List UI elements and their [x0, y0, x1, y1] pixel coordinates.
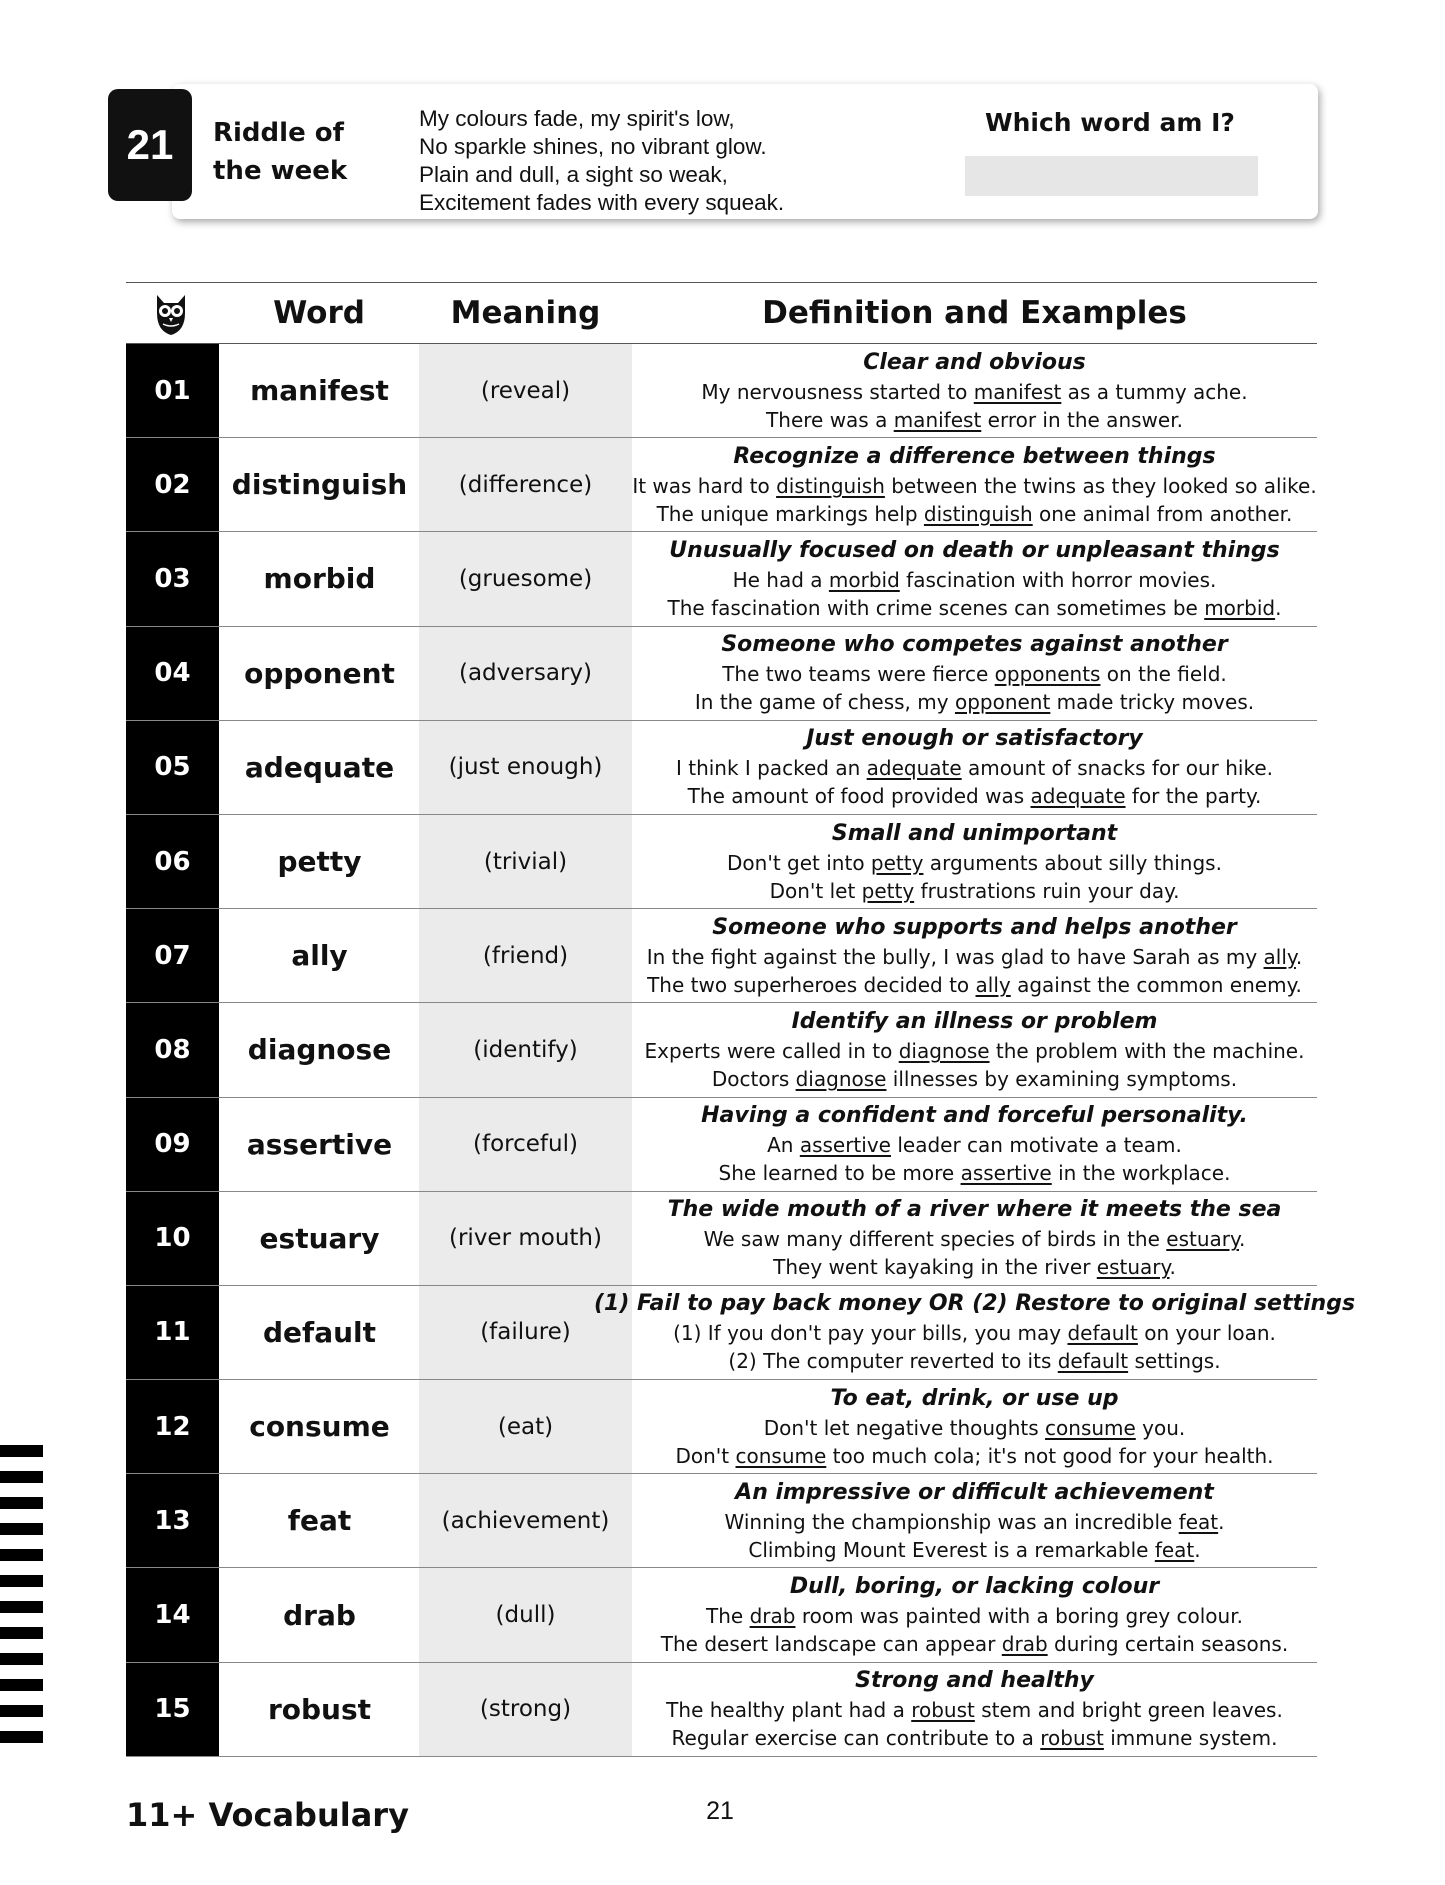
example-keyword: assertive — [799, 1133, 891, 1158]
definition-title: Having a confident and forceful personality. — [701, 1103, 1248, 1129]
definition-cell — [632, 1568, 1317, 1661]
example-sentence — [647, 971, 1302, 999]
meaning-cell: (difference) — [419, 438, 632, 531]
example-text-after: immune system. — [1103, 1726, 1278, 1751]
example-keyword: consume — [1045, 1415, 1136, 1440]
example-sentence — [688, 782, 1262, 810]
example-text-after: you. — [1135, 1415, 1186, 1440]
row-number: 06 — [126, 815, 219, 908]
riddle-label — [213, 114, 347, 190]
row-number: 01 — [126, 344, 219, 437]
example-keyword: ally — [975, 972, 1011, 997]
example-text-after: fascination with horror movies. — [899, 567, 1217, 592]
definition-title: Unusually focused on death or unpleasant things — [669, 537, 1280, 563]
table-row — [126, 1474, 1317, 1568]
definition-title: Small and unimportant — [831, 820, 1118, 846]
header-meaning: Meaning — [450, 295, 601, 331]
table-row — [126, 1098, 1317, 1192]
example-sentence — [733, 566, 1217, 594]
example-text-before: He had a — [732, 567, 829, 592]
definition-title: Recognize a difference between things — [733, 443, 1216, 469]
example-text-after: too much cola; it's not good for your health. — [826, 1443, 1274, 1468]
vocab-word-text: default — [262, 1315, 377, 1349]
example-sentence — [748, 1536, 1200, 1564]
table-row — [126, 1192, 1317, 1286]
meaning-cell: (just enough) — [419, 721, 632, 814]
row-number: 12 — [126, 1380, 219, 1473]
example-keyword: ally — [1263, 944, 1296, 969]
definition-cell — [632, 815, 1317, 908]
example-sentence — [657, 500, 1293, 528]
example-text-after: leader can motivate a team. — [890, 1133, 1182, 1158]
example-keyword: assertive — [960, 1161, 1052, 1186]
example-text-after: one animal from another. — [1032, 501, 1293, 526]
example-text-before: I think I packed an — [675, 756, 867, 781]
example-text-after: the problem with the machine. — [989, 1038, 1305, 1063]
example-keyword: opponents — [994, 662, 1101, 687]
row-number: 14 — [126, 1568, 219, 1661]
vocab-word-text: consume — [249, 1410, 390, 1444]
meaning-cell: (strong) — [419, 1663, 632, 1756]
definition-cell — [632, 909, 1317, 1002]
example-sentence — [676, 754, 1273, 782]
poem-line: My colours fade, my spirit's low, — [419, 106, 735, 131]
example-text-before: Winning the championship was an incredible — [724, 1509, 1179, 1534]
definition-title: Someone who supports and helps another — [712, 914, 1237, 940]
example-text-after: on your loan. — [1137, 1321, 1276, 1346]
example-text-after: . — [1275, 595, 1282, 620]
example-keyword: adequate — [1030, 784, 1126, 809]
vocab-word-text: opponent — [244, 656, 395, 690]
example-text-after: error in the answer. — [981, 407, 1183, 432]
example-text-after: . — [1194, 1537, 1201, 1562]
example-text-before: Doctors — [711, 1066, 796, 1091]
table-row — [126, 1568, 1317, 1662]
example-text-before: They went kayaking in the river — [773, 1255, 1097, 1280]
definition-title: Just enough or satisfactory — [806, 726, 1143, 752]
meaning-cell: (failure) — [419, 1286, 632, 1379]
table-row — [126, 1380, 1317, 1474]
example-sentence — [719, 1159, 1231, 1187]
vocab-word-text: assertive — [246, 1127, 393, 1161]
row-number: 04 — [126, 627, 219, 720]
header-word: Word — [273, 295, 365, 331]
row-number: 03 — [126, 532, 219, 625]
table-row — [126, 1003, 1317, 1097]
definition-cell — [632, 627, 1317, 720]
meaning-cell: (trivial) — [419, 815, 632, 908]
example-sentence — [767, 1131, 1182, 1159]
example-sentence — [666, 1696, 1283, 1724]
vocab-word-text: petty — [277, 845, 362, 879]
riddle-answer-box[interactable] — [965, 156, 1258, 196]
example-text-after: made tricky moves. — [1050, 690, 1255, 715]
table-row — [126, 627, 1317, 721]
row-number: 05 — [126, 721, 219, 814]
meaning-cell: (identify) — [419, 1003, 632, 1096]
meaning-cell: (reveal) — [419, 344, 632, 437]
definition-cell — [632, 1663, 1317, 1756]
example-text-before: The — [706, 1604, 750, 1629]
example-text-before: The two superheroes decided to — [647, 972, 976, 997]
definition-title: Identify an illness or problem — [791, 1008, 1158, 1034]
example-text-after: as a tummy ache. — [1061, 379, 1248, 404]
example-keyword: diagnose — [795, 1066, 887, 1091]
table-row — [126, 532, 1317, 626]
example-sentence — [701, 378, 1247, 406]
poem-line: No sparkle shines, no vibrant glow. — [419, 134, 767, 159]
definition-cell — [632, 1474, 1317, 1567]
example-keyword: feat — [1154, 1537, 1195, 1562]
example-sentence — [675, 1442, 1273, 1470]
example-sentence — [773, 1253, 1176, 1281]
footer-title: 11+ Vocabulary — [126, 1796, 409, 1834]
table-row — [126, 815, 1317, 909]
definition-title: To eat, drink, or use up — [830, 1385, 1119, 1411]
vocab-word-text: distinguish — [231, 468, 408, 502]
example-text-before: Don't let negative thoughts — [763, 1415, 1046, 1440]
definition-cell — [632, 532, 1317, 625]
example-keyword: manifest — [973, 379, 1062, 404]
definition-cell — [632, 1192, 1317, 1285]
definition-title: The wide mouth of a river where it meets the sea — [667, 1197, 1282, 1223]
example-keyword: default — [1067, 1321, 1138, 1346]
definition-cell — [632, 721, 1317, 814]
example-sentence — [695, 688, 1254, 716]
example-keyword: adequate — [866, 756, 962, 781]
definition-cell — [632, 1003, 1317, 1096]
example-text-after: frustrations ruin your day. — [914, 878, 1180, 903]
example-keyword: estuary — [1166, 1227, 1239, 1252]
header-definition: Definition and Examples — [762, 295, 1187, 331]
example-text-before: (2) The computer reverted to its — [728, 1349, 1058, 1374]
example-sentence — [668, 594, 1282, 622]
definition-title: Someone who competes against another — [721, 632, 1228, 658]
riddle-number-badge: 21 — [108, 89, 192, 201]
vocab-word-text: adequate — [244, 750, 395, 784]
meaning-cell: (dull) — [419, 1568, 632, 1661]
example-keyword: drab — [1001, 1632, 1048, 1657]
example-keyword: morbid — [1204, 595, 1276, 620]
meaning-cell: (achievement) — [419, 1474, 632, 1567]
row-number: 10 — [126, 1192, 219, 1285]
example-text-before: Regular exercise can contribute to a — [671, 1726, 1041, 1751]
example-keyword: petty — [861, 878, 915, 903]
example-text-after: against the common enemy. — [1010, 972, 1302, 997]
example-text-after: amount of snacks for our hike. — [961, 756, 1274, 781]
vocab-word-text: estuary — [259, 1221, 380, 1255]
meaning-cell: (gruesome) — [419, 532, 632, 625]
example-text-after: . — [1169, 1255, 1176, 1280]
riddle-label-line2: the week — [213, 156, 348, 186]
example-sentence — [632, 472, 1316, 500]
example-keyword: opponent — [954, 690, 1051, 715]
example-sentence — [704, 1225, 1246, 1253]
example-text-after: arguments about silly things. — [923, 850, 1222, 875]
row-number: 08 — [126, 1003, 219, 1096]
example-sentence — [770, 877, 1180, 905]
example-sentence — [722, 660, 1227, 688]
riddle-question: Which word am I? — [985, 108, 1235, 137]
example-text-before: We saw many different species of birds in the — [703, 1227, 1167, 1252]
example-text-after: on the field. — [1100, 662, 1227, 687]
poem-line: Plain and dull, a sight so weak, — [419, 162, 728, 187]
example-text-before: (1) If you don't pay your bills, you may — [673, 1321, 1068, 1346]
example-text-before: The unique markings help — [656, 501, 924, 526]
definition-cell — [632, 1098, 1317, 1191]
example-text-before: In the game of chess, my — [694, 690, 955, 715]
example-text-before: An — [767, 1133, 800, 1158]
example-keyword: petty — [870, 850, 924, 875]
vocab-word-text: drab — [283, 1598, 356, 1632]
table-body — [126, 344, 1356, 1757]
example-text-after: for the party. — [1125, 784, 1262, 809]
example-text-after: between the twins as they looked so alike. — [884, 473, 1317, 498]
poem-line: Excitement fades with every squeak. — [419, 190, 785, 215]
example-sentence — [647, 943, 1303, 971]
vocab-word-text: ally — [291, 939, 348, 973]
riddle-poem — [419, 105, 784, 217]
example-keyword: robust — [1040, 1726, 1104, 1751]
definition-cell — [632, 438, 1317, 531]
example-text-before: Don't let — [769, 878, 862, 903]
table-header — [126, 282, 1317, 344]
example-sentence — [706, 1602, 1243, 1630]
definition-title: Dull, boring, or lacking colour — [789, 1574, 1160, 1600]
example-text-after: . — [1295, 944, 1303, 969]
example-keyword: manifest — [893, 407, 982, 432]
definition-cell — [632, 1380, 1317, 1473]
example-sentence — [672, 1724, 1278, 1752]
vocab-word-text: manifest — [250, 374, 389, 408]
side-stripes — [0, 1445, 43, 1757]
example-text-before: It was hard to — [632, 473, 777, 498]
page-number: 21 — [706, 1797, 734, 1825]
table-row — [126, 721, 1317, 815]
table-row — [126, 909, 1317, 1003]
definition-title: Clear and obvious — [863, 349, 1086, 375]
example-text-before: There was a — [766, 407, 894, 432]
example-text-before: The healthy plant had a — [666, 1698, 912, 1723]
example-keyword: default — [1057, 1349, 1129, 1374]
table-row — [126, 1663, 1317, 1757]
example-sentence — [728, 1347, 1220, 1375]
definition-title: (1) Fail to pay back money OR (2) Restore to original settings — [593, 1291, 1356, 1317]
vocab-word-text: morbid — [263, 562, 376, 596]
example-text-after: settings. — [1128, 1349, 1221, 1374]
definition-title: An impressive or difficult achievement — [735, 1479, 1214, 1505]
row-number: 13 — [126, 1474, 219, 1567]
example-sentence — [645, 1037, 1305, 1065]
row-number: 09 — [126, 1098, 219, 1191]
example-text-before: My nervousness started to — [701, 379, 974, 404]
meaning-cell: (eat) — [419, 1380, 632, 1473]
example-text-before: Experts were called in to — [644, 1038, 899, 1063]
table-row — [126, 344, 1317, 438]
example-text-after: stem and bright green leaves. — [974, 1698, 1283, 1723]
example-keyword: distinguish — [923, 501, 1033, 526]
row-number: 02 — [126, 438, 219, 531]
example-text-before: Don't get into — [727, 850, 871, 875]
example-text-before: The amount of food provided was — [687, 784, 1031, 809]
example-text-before: The fascination with crime scenes can sometimes be — [667, 595, 1205, 620]
definition-title: Strong and healthy — [855, 1668, 1094, 1694]
example-sentence — [764, 1414, 1186, 1442]
example-sentence — [673, 1319, 1276, 1347]
example-text-before: Don't — [675, 1443, 736, 1468]
example-keyword: estuary — [1096, 1255, 1170, 1280]
table-row — [126, 1286, 1356, 1380]
meaning-cell: (friend) — [419, 909, 632, 1002]
example-keyword: robust — [911, 1698, 975, 1723]
riddle-label-line1: Riddle of — [213, 118, 344, 148]
example-text-after: . — [1218, 1509, 1225, 1534]
example-keyword: feat — [1178, 1509, 1219, 1534]
vocab-word-text: robust — [267, 1692, 372, 1726]
meaning-cell: (adversary) — [419, 627, 632, 720]
example-text-after: room was painted with a boring grey colour. — [795, 1604, 1243, 1629]
vocab-word-text: diagnose — [247, 1033, 392, 1067]
row-number: 07 — [126, 909, 219, 1002]
meaning-cell: (forceful) — [419, 1098, 632, 1191]
vocabulary-table — [126, 282, 1356, 1757]
example-text-after: during certain seasons. — [1047, 1632, 1289, 1657]
example-text-before: The two teams were fierce — [722, 662, 995, 687]
example-sentence — [725, 1508, 1225, 1536]
example-text-after: in the workplace. — [1051, 1161, 1231, 1186]
example-text-after: . — [1238, 1227, 1246, 1252]
definition-cell — [632, 344, 1317, 437]
example-text-before: She learned to be more — [718, 1161, 961, 1186]
example-keyword: morbid — [828, 567, 900, 592]
meaning-cell: (river mouth) — [419, 1192, 632, 1285]
owl-icon — [154, 291, 188, 337]
example-keyword: drab — [749, 1604, 796, 1629]
example-text-before: In the fight against the bully, I was glad to have Sarah as my — [646, 944, 1264, 969]
example-sentence — [727, 849, 1222, 877]
example-sentence — [712, 1065, 1237, 1093]
example-text-before: Climbing Mount Everest is a remarkable — [748, 1537, 1155, 1562]
example-keyword: diagnose — [898, 1038, 990, 1063]
row-number: 15 — [126, 1663, 219, 1756]
example-keyword: consume — [735, 1443, 827, 1468]
definition-cell — [593, 1286, 1356, 1379]
example-text-before: The desert landscape can appear — [660, 1632, 1002, 1657]
example-text-after: illnesses by examining symptoms. — [886, 1066, 1238, 1091]
example-sentence — [661, 1630, 1288, 1658]
example-keyword: distinguish — [776, 473, 885, 498]
vocab-word-text: feat — [287, 1504, 352, 1538]
table-row — [126, 438, 1317, 532]
row-number: 11 — [126, 1286, 219, 1379]
example-sentence — [766, 406, 1183, 434]
